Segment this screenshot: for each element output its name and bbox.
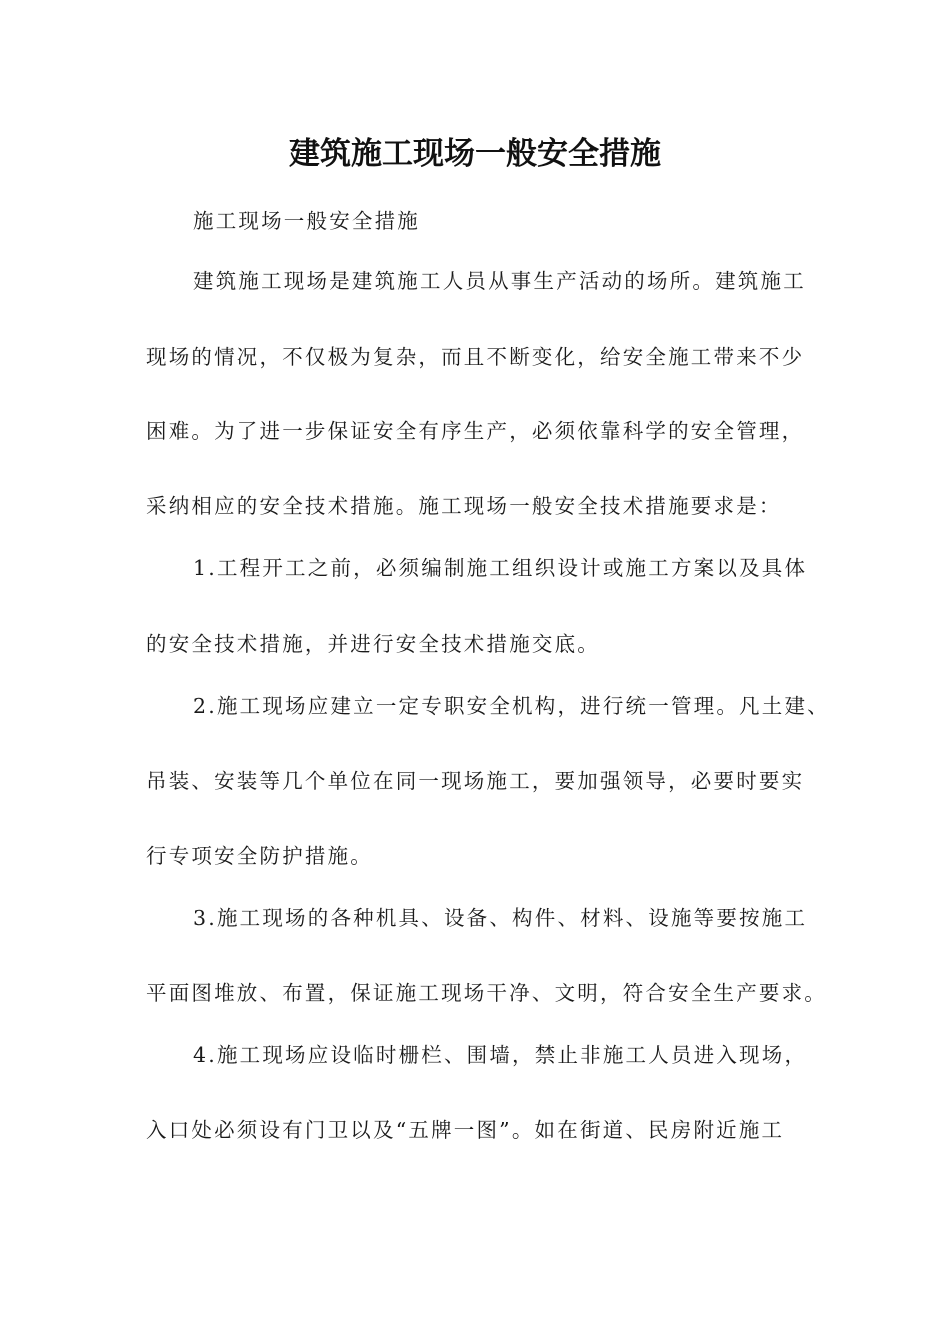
paragraph-line: 2.施工现场应建立一定专职安全机构，进行统一管理。凡土建、 [193,694,830,718]
paragraph-line: 的安全技术措施，并进行安全技术措施交底。 [146,632,600,656]
paragraph-line: 入口处必须设有门卫以及“五牌一图”。如在街道、民房附近施工 [146,1118,785,1142]
paragraph-line: 1.工程开工之前，必须编制施工组织设计或施工方案以及具体 [193,556,808,580]
paragraph-line: 现场的情况，不仅极为复杂，而且不断变化，给安全施工带来不少 [146,345,805,369]
paragraph-line: 平面图堆放、布置，保证施工现场干净、文明，符合安全生产要求。 [146,981,827,1005]
paragraph-line: 行专项安全防护措施。 [146,844,373,868]
subtitle-line: 施工现场一般安全措施 [193,209,420,233]
document-title: 建筑施工现场一般安全措施 [289,136,661,172]
paragraph-line: 吊装、安装等几个单位在同一现场施工，要加强领导，必要时要实 [146,769,805,793]
paragraph-line: 4.施工现场应设临时栅栏、围墙，禁止非施工人员进入现场， [193,1043,808,1067]
paragraph-line: 建筑施工现场是建筑施工人员从事生产活动的场所。建筑施工 [193,269,806,293]
paragraph-line: 采纳相应的安全技术措施。施工现场一般安全技术措施要求是： [146,494,782,518]
paragraph-line: 困难。为了进一步保证安全有序生产，必须依靠科学的安全管理， [146,419,805,443]
paragraph-line: 3.施工现场的各种机具、设备、构件、材料、设施等要按施工 [193,906,808,930]
